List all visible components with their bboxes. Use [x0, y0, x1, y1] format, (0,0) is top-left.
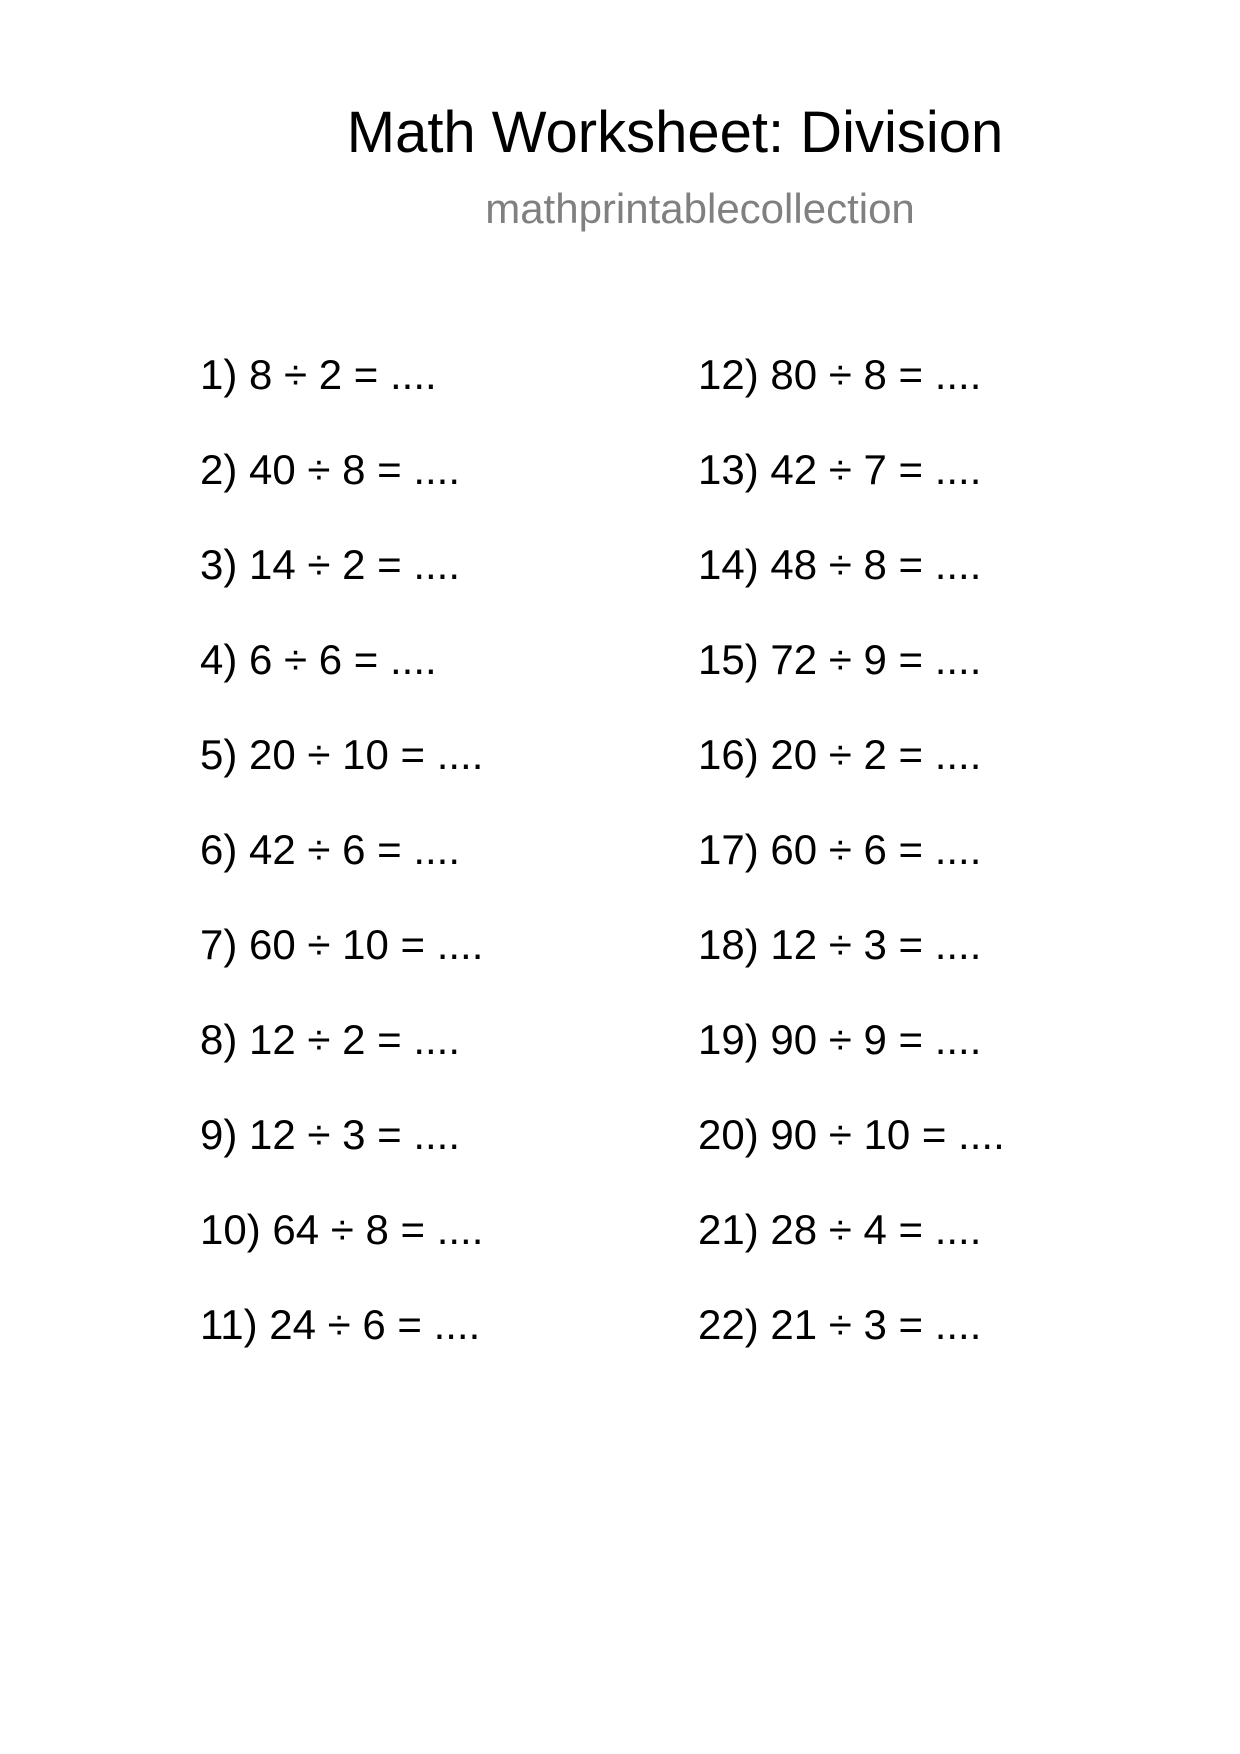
problem-3: 3) 14 ÷ 2 = .... [200, 541, 461, 588]
problem-22: 22) 21 ÷ 3 = .... [698, 1301, 982, 1348]
problem-14: 14) 48 ÷ 8 = .... [698, 541, 982, 588]
problem-1: 1) 8 ÷ 2 = .... [200, 351, 437, 398]
problem-list-left [200, 350, 483, 1395]
problem-15: 15) 72 ÷ 9 = .... [698, 636, 982, 683]
problem-5: 5) 20 ÷ 10 = .... [200, 731, 484, 778]
problem-list-right [698, 350, 1005, 1395]
problem-21: 21) 28 ÷ 4 = .... [698, 1206, 982, 1253]
problem-13: 13) 42 ÷ 7 = .... [698, 446, 982, 493]
problem-16: 16) 20 ÷ 2 = .... [698, 731, 982, 778]
problem-9: 9) 12 ÷ 3 = .... [200, 1111, 461, 1158]
problem-8: 8) 12 ÷ 2 = .... [200, 1016, 461, 1063]
problem-17: 17) 60 ÷ 6 = .... [698, 826, 982, 873]
problem-12: 12) 80 ÷ 8 = .... [698, 351, 982, 398]
problem-2: 2) 40 ÷ 8 = .... [200, 446, 461, 493]
problem-4: 4) 6 ÷ 6 = .... [200, 636, 437, 683]
problem-6: 6) 42 ÷ 6 = .... [200, 826, 461, 873]
problem-18: 18) 12 ÷ 3 = .... [698, 921, 982, 968]
page-title: Math Worksheet: Division [346, 100, 1004, 165]
problem-20: 20) 90 ÷ 10 = .... [698, 1111, 1005, 1158]
page-subtitle: mathprintablecollection [485, 185, 915, 232]
problem-11: 11) 24 ÷ 6 = .... [200, 1301, 481, 1348]
problem-7: 7) 60 ÷ 10 = .... [200, 921, 484, 968]
problem-10: 10) 64 ÷ 8 = .... [200, 1206, 484, 1253]
problem-19: 19) 90 ÷ 9 = .... [698, 1016, 982, 1063]
